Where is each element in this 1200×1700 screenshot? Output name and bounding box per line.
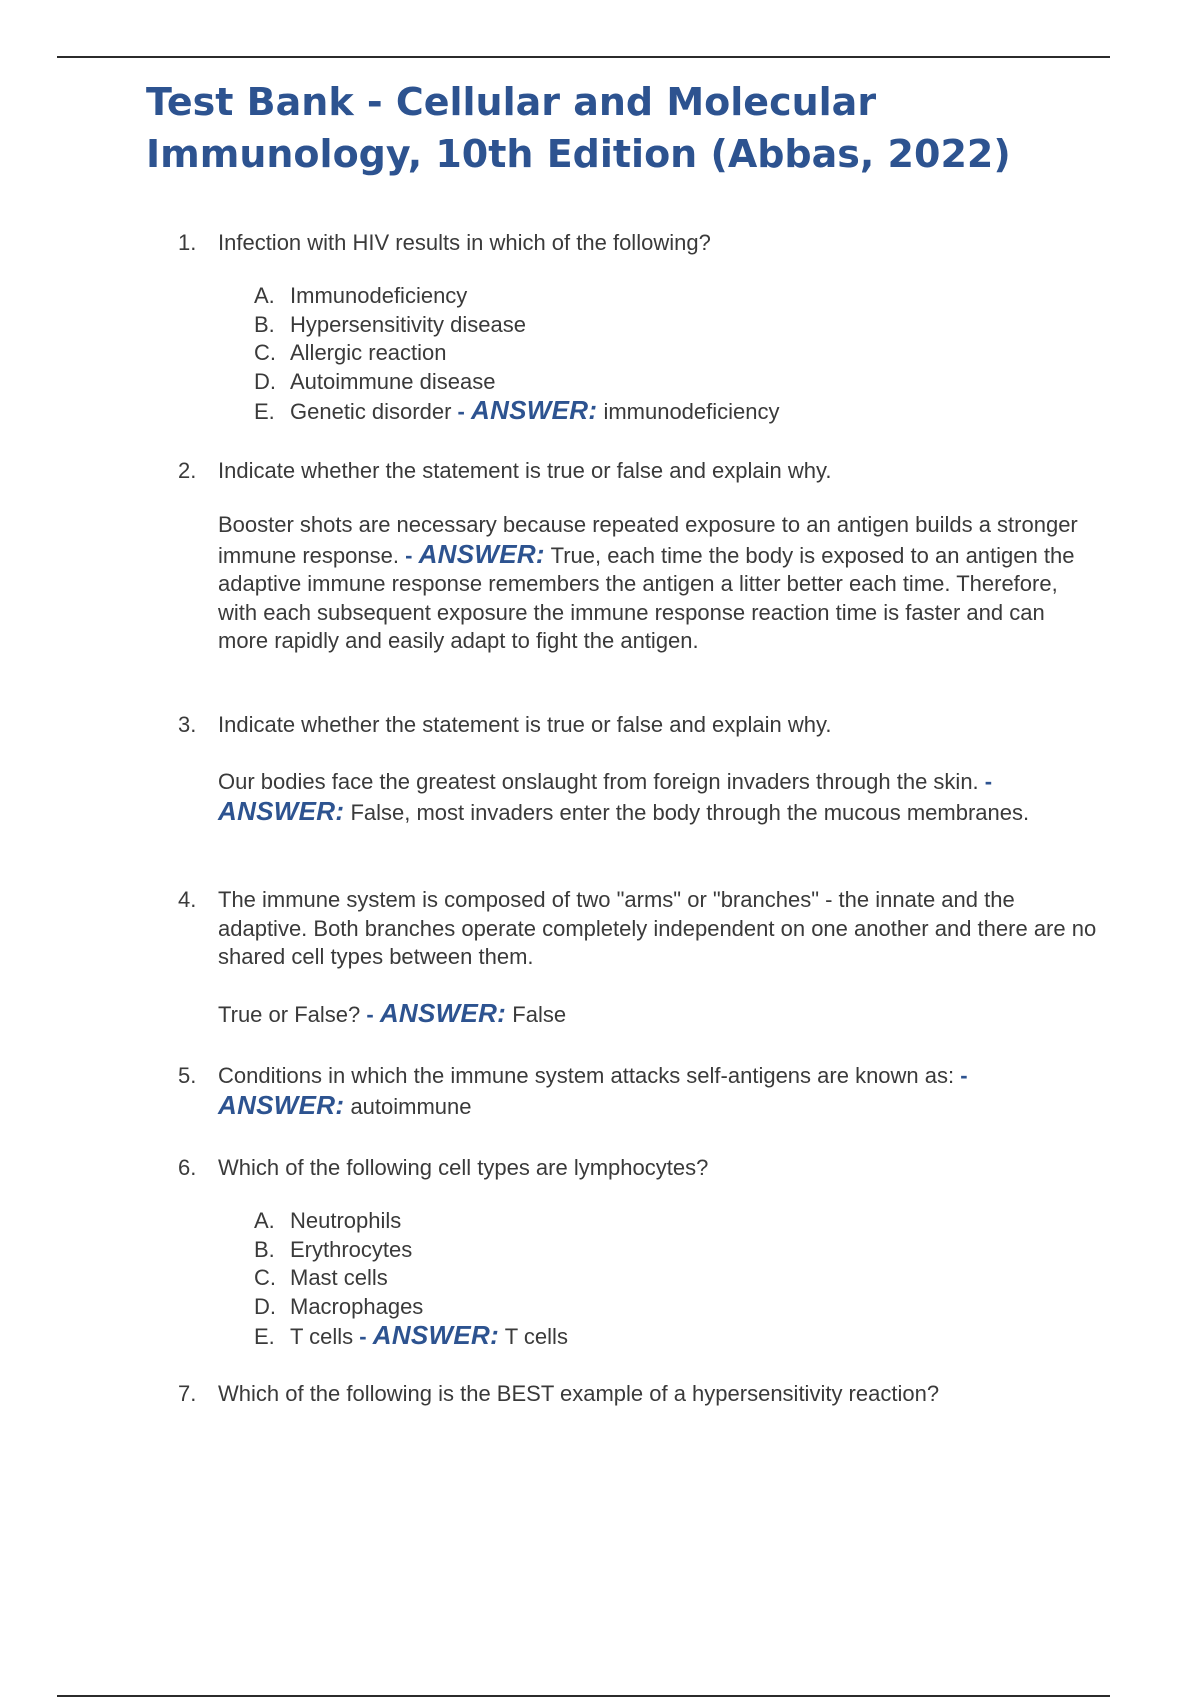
top-rule [57,56,1110,58]
answer-text: True, each time the body is exposed to an antigen the adaptive immune response remembers the antigen a litter better each time. Therefore, with each subsequent exposure the immune response reaction time is faster and can more rapidly and easily adapt to fight the antigen. [218,542,1075,653]
question-4-prompt: True or False? - ANSWER: False [218,998,567,1028]
question-text: Conditions in which the immune system attacks self-antigens are known as: - ANSWER: autoimmune [218,1063,968,1120]
question-5: 5. Conditions in which the immune system attacks self-antigens are known as: - ANSWER: autoimmune [178,1062,1098,1121]
question-number: 1. [178,230,197,255]
option-e: E. Genetic disorder - ANSWER: immunodeficiency [254,395,780,425]
question-3-statement: Our bodies face the greatest onslaught from foreign invaders through the skin. - ANSWER: False, most invaders enter the body through the mucous membranes. [218,769,1030,826]
answer-label: ANSWER: [471,395,598,425]
question-text: The immune system is composed of two "arms" or "branches" - the innate and the adaptive. Both branches operate completely independent on one another and there are no shared cell types between them. [218,887,1097,969]
answer-text: False [512,1002,567,1027]
question-text: Indicate whether the statement is true or false and explain why. [218,712,832,737]
question-4: 4. The immune system is composed of two "arms" or "branches" - the innate and the adaptive. Both branches operate completely independent on one another and there are no shared cell types between them. [178,886,1098,972]
option-d: D. Macrophages [254,1293,424,1319]
option-b: B. Erythrocytes [254,1236,413,1262]
question-7: 7. Which of the following is the BEST example of a hypersensitivity reaction? [178,1380,1098,1409]
answer-label: ANSWER: [418,538,545,569]
question-1 [178,229,1098,258]
option-d: D. Autoimmune disease [254,368,496,394]
question-text: Which of the following cell types are lymphocytes? [218,1155,709,1180]
answer-text: T cells [504,1324,568,1349]
question-3: 3. Indicate whether the statement is true or false and explain why. [178,711,1098,740]
option-a: A. Neutrophils [254,1208,402,1233]
answer-text: autoimmune [350,1093,472,1119]
question-6-options [254,1207,1114,1352]
answer-label: ANSWER: [218,1089,345,1120]
question-text: Which of the following is the BEST example of a hypersensitivity reaction? [218,1381,940,1406]
bottom-rule [57,1695,1110,1697]
question-text: Infection with HIV results in which of the following? [218,230,711,255]
option-c: C. Allergic reaction [254,340,447,365]
question-6: 6. Which of the following cell types are lymphocytes? [178,1154,1098,1183]
question-text: Indicate whether the statement is true or false and explain why. [218,458,832,483]
question-1-options [254,282,1114,427]
answer-label: ANSWER: [218,795,345,826]
option-a: A. Immunodeficiency [254,283,468,308]
question-2-statement: Booster shots are necessary because repeated exposure to an antigen builds a stronger immune response. - ANSWER: True, each time the body is exposed to an antigen the adaptive immune response remembers the antigen a litter better each time. Therefore, with each subsequent exposure the immune response reaction time is faster and can more rapidly and easily adapt to fight the antigen. [218,512,1078,653]
option-c: C. Mast cells [254,1265,388,1290]
question-2: 2. Indicate whether the statement is true or false and explain why. [178,457,1098,486]
option-e: E. T cells - ANSWER: T cells [254,1320,568,1350]
option-b: B. Hypersensitivity disease [254,311,526,337]
answer-label: ANSWER: [372,1320,500,1350]
answer-text: False, most invaders enter the body through the mucous membranes. [350,799,1030,825]
answer-label: ANSWER: [379,998,507,1028]
answer-text: immunodeficiency [603,399,780,424]
document-title: Test Bank - Cellular and Molecular Immunology, 10th Edition (Abbas, 2022) [146,80,1011,176]
